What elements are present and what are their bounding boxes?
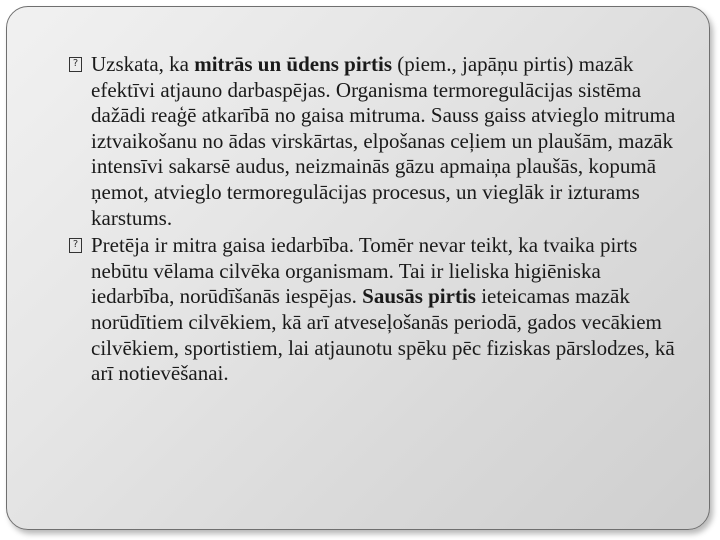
paragraph-2-rest: ieteicamas mazāk norūdītiem cilvēkiem, kā arī atveseļošanās periodā, gados vecākiem cilvēkiem, sportistiem, lai atjaunotu spēku pēc fiziskas pārslodzes, kā arī notievēšanai. <box>91 284 675 386</box>
paragraph-2-bold: Sausās pirtis <box>362 284 476 309</box>
missing-glyph-bullet-icon <box>69 238 82 253</box>
slide-frame <box>6 6 710 530</box>
missing-glyph-bullet-icon <box>69 57 82 72</box>
paragraph-1-bold: mitrās un ūdens pirtis <box>194 52 393 76</box>
bullet-paragraph-1 <box>69 52 679 231</box>
bullet-paragraph-2 <box>69 233 679 387</box>
paragraph-2-lead: Pretēja ir mitra gaisa iedarbība. Tomēr nevar teikt, ka tvaika pirts nebūtu vēlama cilvēka organismam. Tai ir lieliska higiēniska iedarbība, norūdīšanās iespējas. <box>91 233 638 309</box>
slide-content <box>69 52 679 389</box>
paragraph-1-lead: Uzskata, ka <box>91 52 195 76</box>
paragraph-1-rest: (piem., japāņu pirtis) mazāk efektīvi atjauno darbaspējas. Organisma termoregulācijas sistēma dažādi reaģē atkarībā no gaisa mitruma. Sauss gaiss atvieglo mitruma iztvaikošanu no ādas virskārtas, elpošanas ceļiem un plaušām, mazāk intensīvi sakarsē audus, neizmainās gāzu apmaiņa plaušās, kopumā ņemot, atvieglo termoregulācijas procesus, un vieglāk ir izturams karstums. <box>91 52 676 230</box>
